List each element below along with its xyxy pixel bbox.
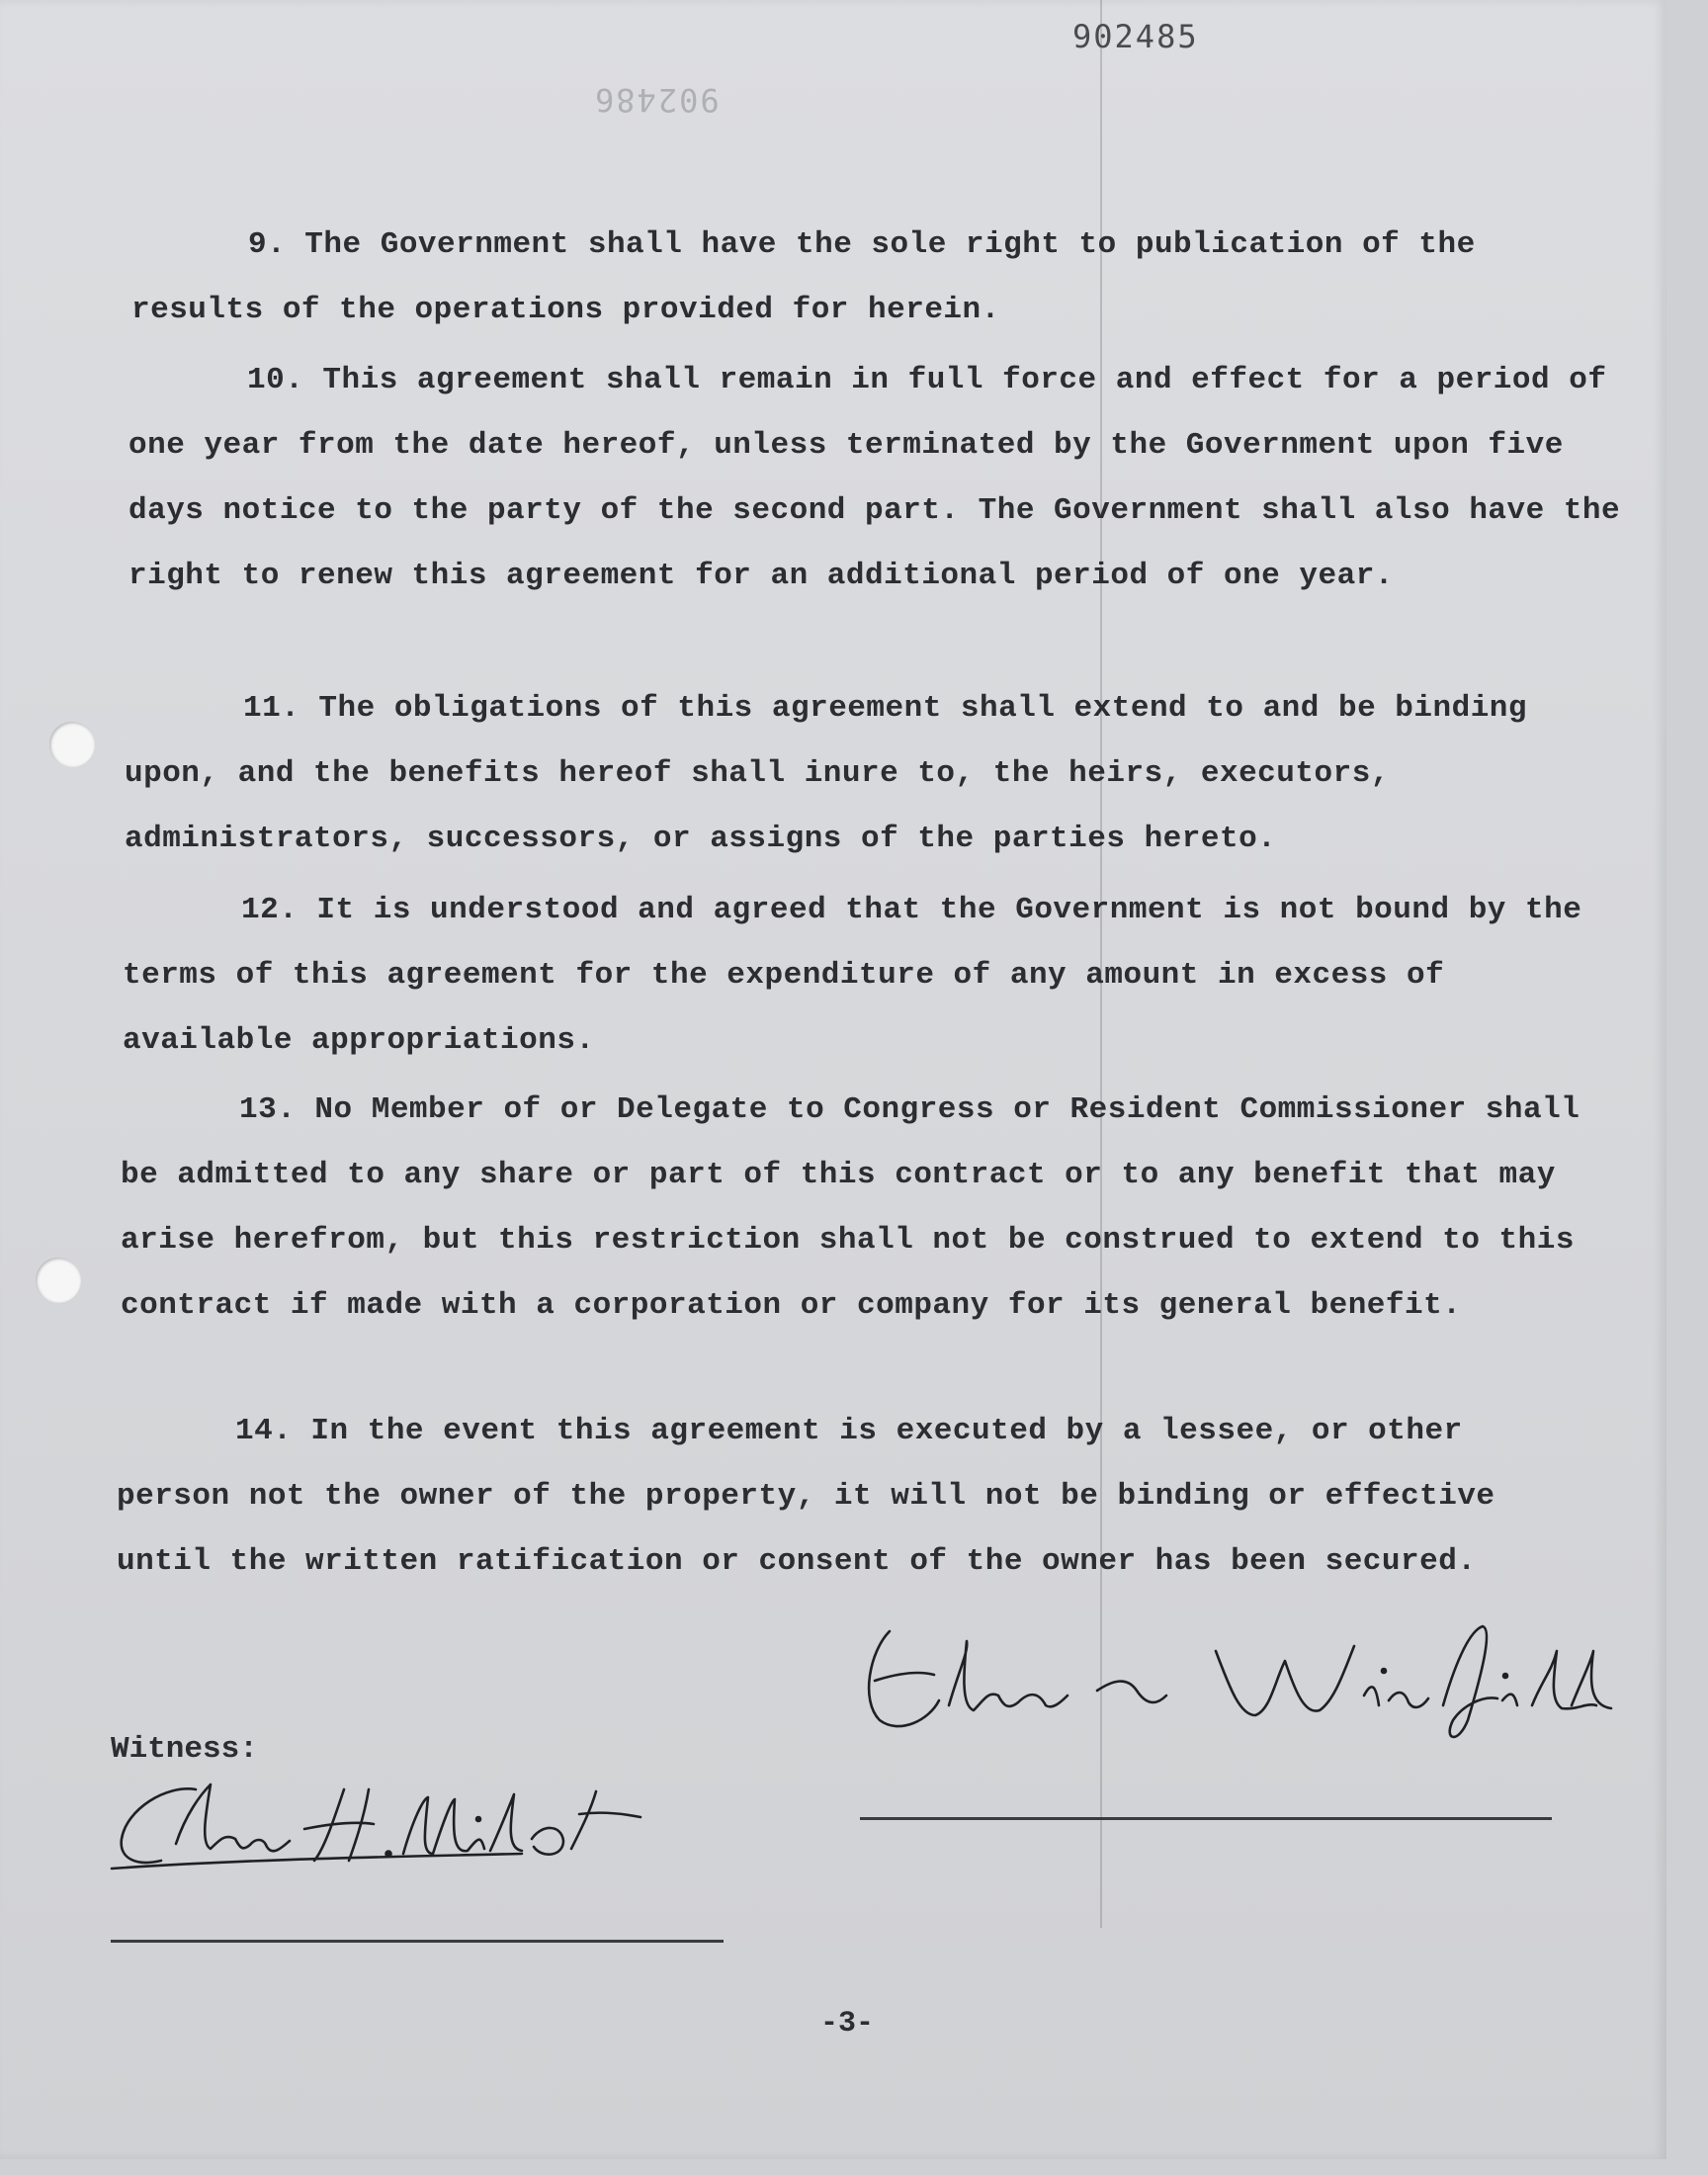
- paragraph-11: 11. The obligations of this agreement shall extend to and be binding upon, and the benefits hereof shall inure to, the heirs, executors, administrators, successors, or assigns of the parties hereto.: [125, 691, 1528, 856]
- paragraph-9: 9. The Government shall have the sole right to publication of the results of the operations provided for herein.: [131, 227, 1476, 327]
- signature-line-witness: [111, 1940, 724, 1943]
- punch-hole: [49, 722, 95, 767]
- paragraph-12: 12. It is understood and agreed that the Government is not bound by the terms of this agreement for the expenditure of any amount in excess of available appropriations.: [123, 893, 1582, 1058]
- paragraph-10: 10. This agreement shall remain in full force and effect for a period of one year from the date hereof, unless terminated by the Government upon five days notice to the party of the second part. The Government shall also have the right to renew this agreement for an additional period of one year.: [128, 363, 1621, 593]
- punch-hole: [36, 1258, 81, 1303]
- page-number: -3-: [820, 2007, 875, 2041]
- signature-party: [850, 1611, 1621, 1750]
- ghost-document-number: 902486: [593, 81, 720, 119]
- paragraph-14: 14. In the event this agreement is executed by a lessee, or other person not the owner of the property, it will not be binding or effective until the written ratification or consent of the owner has been secured.: [117, 1414, 1495, 1579]
- document-number: 902485: [1072, 18, 1199, 55]
- witness-label: Witness:: [111, 1732, 258, 1767]
- signature-witness: [107, 1770, 759, 1878]
- paragraph-13: 13. No Member of or Delegate to Congress or Resident Commissioner shall be admitted to any share or part of this contract or to any benefit that may arise herefrom, but this restriction shall not be construed to extend to this contract if made with a corporation or company for its general benefit.: [121, 1092, 1580, 1323]
- signature-line-party: [860, 1817, 1552, 1820]
